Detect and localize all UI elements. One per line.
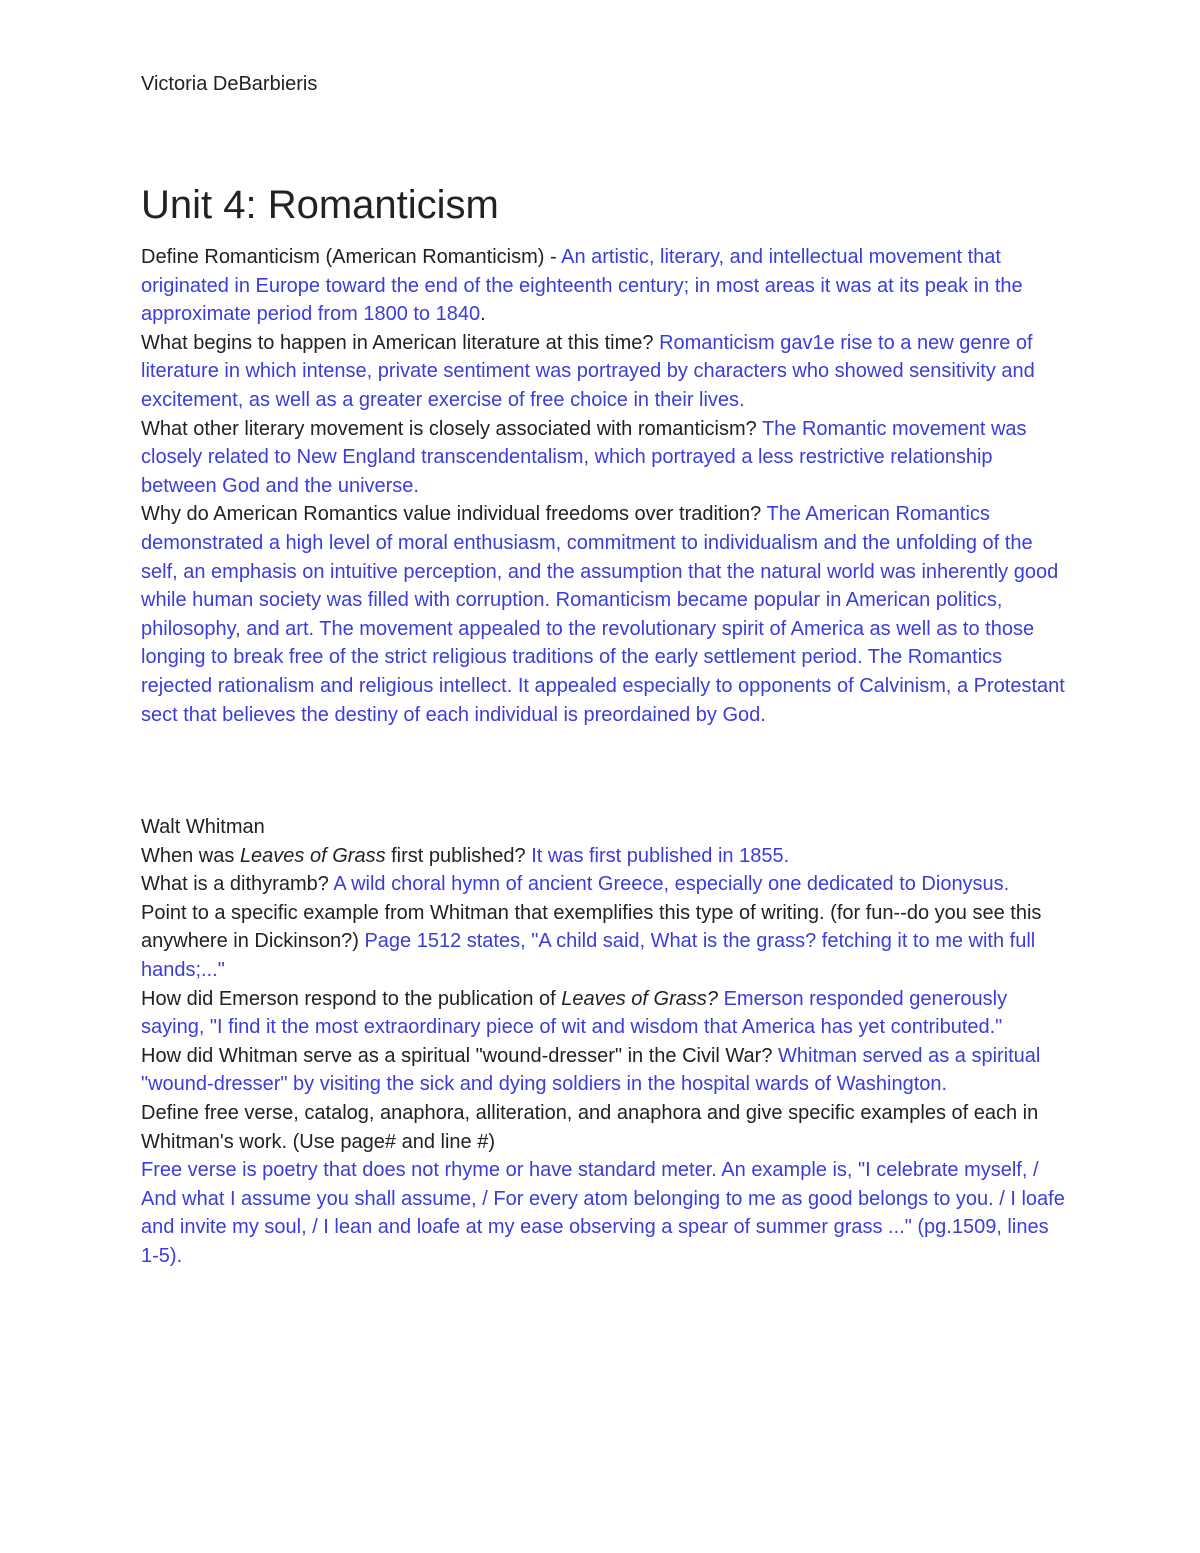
question-text: How did Emerson respond to the publication of (141, 987, 562, 1010)
author-name: Victoria DeBarbieris (141, 73, 318, 95)
page-title: Unit 4: Romanticism (141, 183, 499, 227)
question-text: Define Romanticism (American Romanticism) - (141, 246, 562, 268)
answer-text: It was first published in 1855. (531, 844, 790, 867)
qa-dithyramb (141, 870, 1066, 899)
qa-emerson-response (141, 985, 1066, 1042)
answer-text: Romanticism gav1e rise to a new genre of literature in which intense, private sentiment was portrayed by characters who showed sensitivity and excitement, as well as a greater exercise of free choice in their lives. (141, 331, 1035, 411)
question-text: Define free verse, catalog, anaphora, alliteration, and anaphora and give specific examples of each in Whitman's work. (Use page# and line #) (141, 1101, 1039, 1153)
book-title: Leaves of Grass? (561, 987, 718, 1010)
question-text: Point to a specific example from Whitman that exemplifies this type of writing. (for fun--do you see this anywhere in Dickinson?) (141, 901, 1042, 953)
answer-tail: . (480, 303, 486, 326)
qa-define-terms (141, 1099, 1066, 1156)
answer-text: Whitman served as a spiritual "wound-dresser" by visiting the sick and dying soldiers in the hospital wards of Washington. (141, 1044, 1041, 1096)
qa-define-romanticism (141, 243, 1066, 329)
romanticism-section (141, 243, 1066, 729)
qa-american-literature (141, 329, 1066, 415)
question-text: first published? (385, 844, 532, 867)
book-title: Leaves of Grass (239, 844, 386, 867)
whitman-section (141, 813, 1066, 1271)
answer-free-verse: Free verse is poetry that does not rhyme or have standard meter. An example is, "I celebrate myself, / And what I assume you shall assume, / For every atom belonging to me as good belongs to you. / I loafe and invite my soul, / I lean and loafe at my ease observing a spear of summer grass ..." (pg.1509, lines 1-5). (141, 1159, 1065, 1267)
section-heading: Walt Whitman (141, 816, 265, 838)
question-text: What begins to happen in American literature at this time? (141, 331, 660, 354)
answer-text: Emerson responded generously saying, "I find it the most extraordinary piece of wit and wisdom that America has yet contributed." (141, 987, 1008, 1039)
qa-associated-movement (141, 415, 1066, 501)
qa-whitman-example (141, 899, 1066, 985)
qa-leaves-published (141, 842, 1066, 871)
question-text: Why do American Romantics value individual freedoms over tradition? (141, 503, 767, 526)
answer-text: An artistic, literary, and intellectual movement that originated in Europe toward the end of the eighteenth century; in most areas it was at its peak in the approximate period from 1800 to 1840 (141, 246, 1023, 326)
answer-text: The American Romantics demonstrated a high level of moral enthusiasm, commitment to individualism and the unfolding of the self, an emphasis on intuitive perception, and the assumption that the natural world was inherently good while human society was filled with corruption. Romanticism became popular in American politics, philosophy, and art. The movement appealed to the revolutionary spirit of America as well as to those longing to break free of the strict religious traditions of the early settlement period. The Romantics rejected rationalism and religious intellect. It appealed especially to opponents of Calvinism, a Protestant sect that believes the destiny of each individual is preordained by God. (141, 503, 1065, 726)
question-text: What other literary movement is closely associated with romanticism? (141, 417, 762, 440)
answer-text: The Romantic movement was closely related to New England transcendentalism, which portrayed a less restrictive relationship between God and the universe. (141, 417, 1027, 497)
answer-text: Page 1512 states, "A child said, What is the grass? fetching it to me with full hands;..." (141, 930, 1036, 981)
question-text: What is a dithyramb? (141, 873, 334, 896)
answer-text: A wild choral hymn of ancient Greece, especially one dedicated to Dionysus. (333, 873, 1010, 896)
qa-individual-freedoms (141, 500, 1066, 729)
question-text: How did Whitman serve as a spiritual "wound-dresser" in the Civil War? (141, 1044, 779, 1067)
question-text: When was (141, 844, 240, 867)
qa-wound-dresser (141, 1042, 1066, 1099)
